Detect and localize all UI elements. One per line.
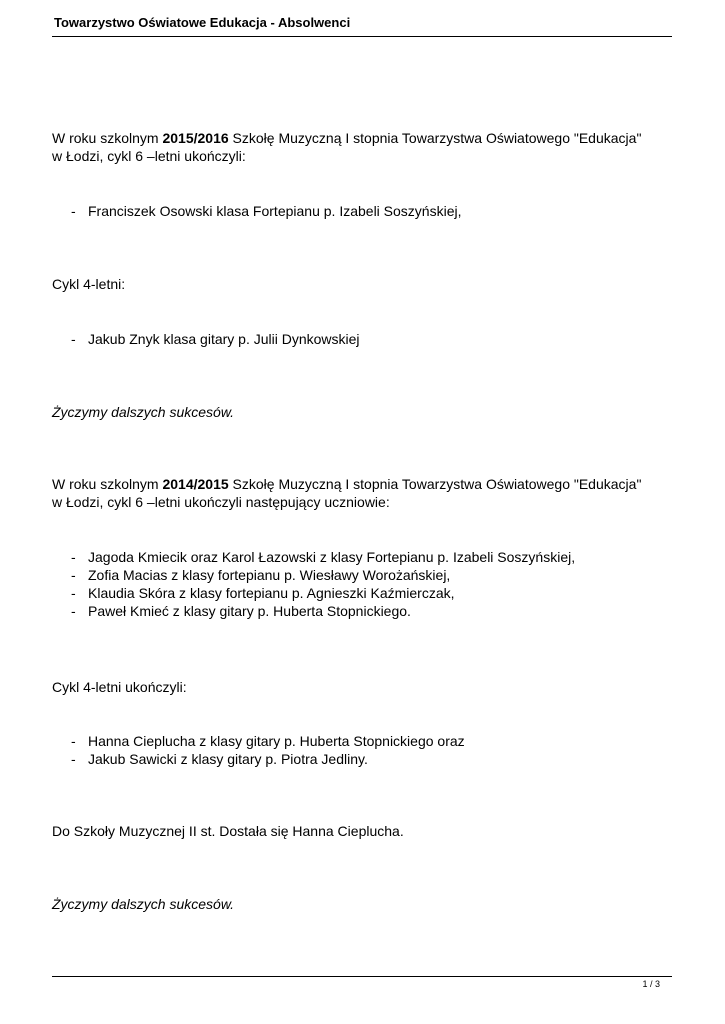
intro-rest: Szkołę Muzyczną I stopnia Towarzystwa Oświatowego "Edukacja" xyxy=(228,130,642,146)
graduate-text: Jakub Sawicki z klasy gitary p. Piotra Jedliny. xyxy=(88,751,368,767)
school-year: 2014/2015 xyxy=(162,476,229,492)
intro-line-2: w Łodzi, cykl 6 –letni ukończyli: xyxy=(52,148,246,164)
list-item xyxy=(71,330,360,348)
intro-rest: Szkołę Muzyczną I stopnia Towarzystwa Oświatowego "Edukacja" xyxy=(228,476,642,492)
list-dash: - xyxy=(71,549,76,565)
list-item xyxy=(71,750,465,768)
intro-prefix: W roku szkolnym xyxy=(52,476,163,492)
list-item xyxy=(71,584,575,602)
list-dash: - xyxy=(71,733,76,749)
graduate-text: Jakub Znyk klasa gitary p. Julii Dynkowskiej xyxy=(88,331,360,347)
header-divider xyxy=(52,36,672,37)
list-dash: - xyxy=(71,331,76,347)
list-dash: - xyxy=(71,751,76,767)
page-number: 1 / 3 xyxy=(642,979,660,989)
list-item xyxy=(71,202,461,220)
page-header-title: Towarzystwo Oświatowe Edukacja - Absolwenci xyxy=(54,15,351,30)
list-item xyxy=(71,548,575,566)
graduate-text: Zofia Macias z klasy fortepianu p. Wiesławy Worożańskiej, xyxy=(88,567,451,583)
footer-divider xyxy=(52,976,672,977)
graduate-text: Franciszek Osowski klasa Fortepianu p. Izabeli Soszyńskiej, xyxy=(88,203,462,219)
list-item xyxy=(71,566,575,584)
graduate-text: Paweł Kmieć z klasy gitary p. Huberta Stopnickiego. xyxy=(88,603,411,619)
intro-2014-2015 xyxy=(52,475,677,511)
graduates-list-cycle4-2015 xyxy=(71,732,465,768)
list-item xyxy=(71,732,465,750)
list-item xyxy=(71,602,575,620)
list-dash: - xyxy=(71,585,76,601)
list-dash: - xyxy=(71,567,76,583)
intro-line-2: w Łodzi, cykl 6 –letni ukończyli następujący uczniowie: xyxy=(52,494,390,510)
list-dash: - xyxy=(71,603,76,619)
school-year: 2015/2016 xyxy=(162,130,229,146)
wishes-2016: Życzymy dalszych sukcesów. xyxy=(52,404,235,420)
intro-prefix: W roku szkolnym xyxy=(52,130,163,146)
wishes-2015: Życzymy dalszych sukcesów. xyxy=(52,896,235,912)
cycle4-heading-2015: Cykl 4-letni ukończyli: xyxy=(52,679,187,695)
graduates-list-cycle6-2016 xyxy=(71,202,461,220)
cycle4-heading-2016: Cykl 4-letni: xyxy=(52,276,126,292)
graduate-text: Jagoda Kmiecik oraz Karol Łazowski z klasy Fortepianu p. Izabeli Soszyńskiej, xyxy=(88,549,576,565)
graduate-text: Hanna Cieplucha z klasy gitary p. Huberta Stopnickiego oraz xyxy=(88,733,465,749)
graduate-text: Klaudia Skóra z klasy fortepianu p. Agnieszki Kaźmierczak, xyxy=(88,585,455,601)
list-dash: - xyxy=(71,203,76,219)
second-degree-note: Do Szkoły Muzycznej II st. Dostała się Hanna Cieplucha. xyxy=(52,823,404,839)
graduates-list-cycle4-2016 xyxy=(71,330,360,348)
intro-2015-2016 xyxy=(52,129,677,165)
graduates-list-cycle6-2015 xyxy=(71,548,575,620)
